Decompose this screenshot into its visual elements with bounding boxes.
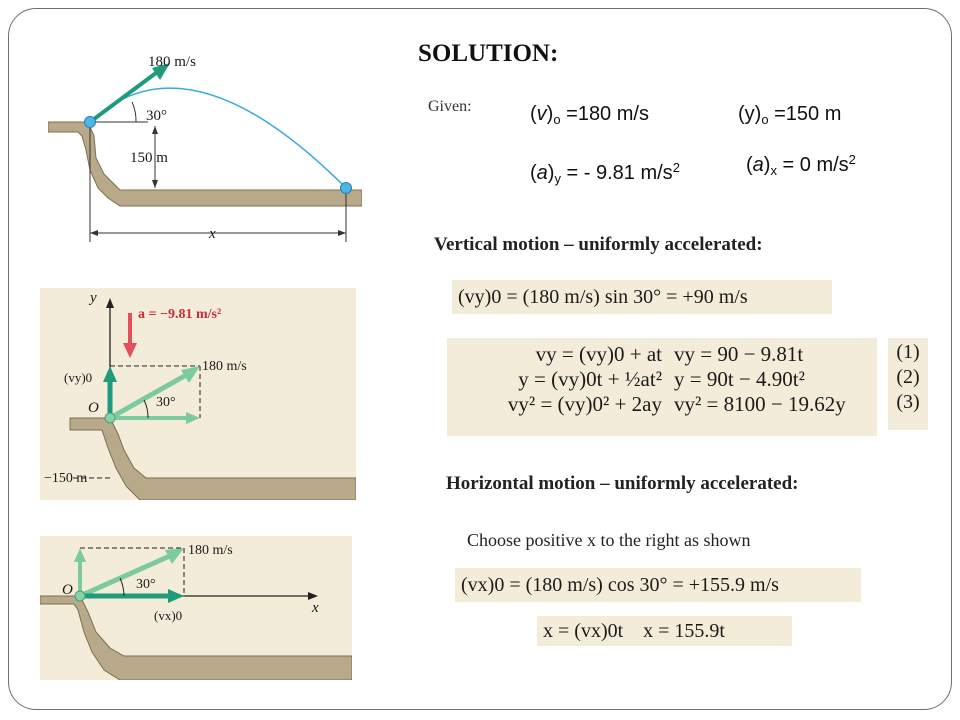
vertical-components-figure	[40, 288, 356, 500]
fig1-speed-label: 180 m/s	[148, 54, 196, 70]
trajectory-curve	[90, 88, 346, 188]
vy0-equation: (vy)0 = (180 m/s) sin 30° = +90 m/s	[452, 280, 832, 314]
fig1-angle-label: 30°	[146, 108, 167, 124]
ball-start	[85, 117, 96, 128]
fig2-vy0-label: (vy)0	[64, 370, 93, 385]
given-ay: $(a)_y$ = - 9.81 $m/s^2$	[530, 160, 680, 186]
eq-number-1: (1)	[896, 341, 920, 363]
horizontal-components-figure	[40, 536, 352, 680]
trajectory-figure	[48, 40, 362, 250]
horizontal-motion-heading: Horizontal motion – uniformly accelerated:	[446, 473, 799, 494]
vx0-equation: (vx)0 = (180 m/s) cos 30° = +155.9 m/s	[455, 568, 861, 602]
fig3-x-axis-label: x	[312, 600, 319, 616]
eq-number-3: (3)	[896, 391, 920, 413]
fig3-origin-dot	[75, 591, 85, 601]
equation-numbers	[888, 338, 928, 430]
fig2-angle-label: 30°	[156, 395, 176, 410]
fig1-x-label: x	[209, 226, 216, 242]
vertical-equations-box	[447, 338, 877, 436]
vertical-motion-heading: Vertical motion – uniformly accelerated:	[434, 234, 763, 255]
cliff-ground	[48, 122, 362, 206]
fig2-origin-label: O	[88, 400, 99, 416]
eq-row-1: vy = (vy)0 + at vy = 90 − 9.81t	[535, 342, 804, 366]
ball-end	[341, 183, 352, 194]
fig1-height-label: 150 m	[130, 150, 168, 166]
positive-x-note: Choose positive x to the right as shown	[467, 530, 751, 550]
x-equation: x = (vx)0t x = 155.9t	[537, 616, 792, 646]
given-v0: $(v)_o =180$ m/s	[530, 103, 649, 127]
fig2-accel-label: a = −9.81 m/s²	[138, 307, 222, 322]
fig2-speed-label: 180 m/s	[202, 359, 247, 374]
fig3-speed-label: 180 m/s	[188, 543, 233, 558]
fig3-vx0-label: (vx)0	[154, 608, 183, 623]
solution-title: SOLUTION:	[418, 40, 559, 67]
fig3-origin-label: O	[62, 582, 73, 598]
given-label: Given:	[428, 98, 472, 115]
fig2-origin-dot	[105, 413, 115, 423]
given-y0: $(y)_o =150$ m	[738, 103, 842, 127]
fig3-angle-label: 30°	[136, 577, 156, 592]
fig2-depth-label: −150 m	[44, 471, 88, 486]
given-ax: $(a)_x = 0$ $m/s^2$	[746, 152, 856, 178]
eq-row-3: vy² = (vy)0² + 2ay vy² = 8100 − 19.62y	[507, 392, 846, 416]
eq-number-2: (2)	[896, 366, 920, 388]
fig2-y-axis-label: y	[90, 290, 97, 306]
eq-row-2: y = (vy)0t + ½at² y = 90t − 4.90t²	[518, 367, 805, 391]
